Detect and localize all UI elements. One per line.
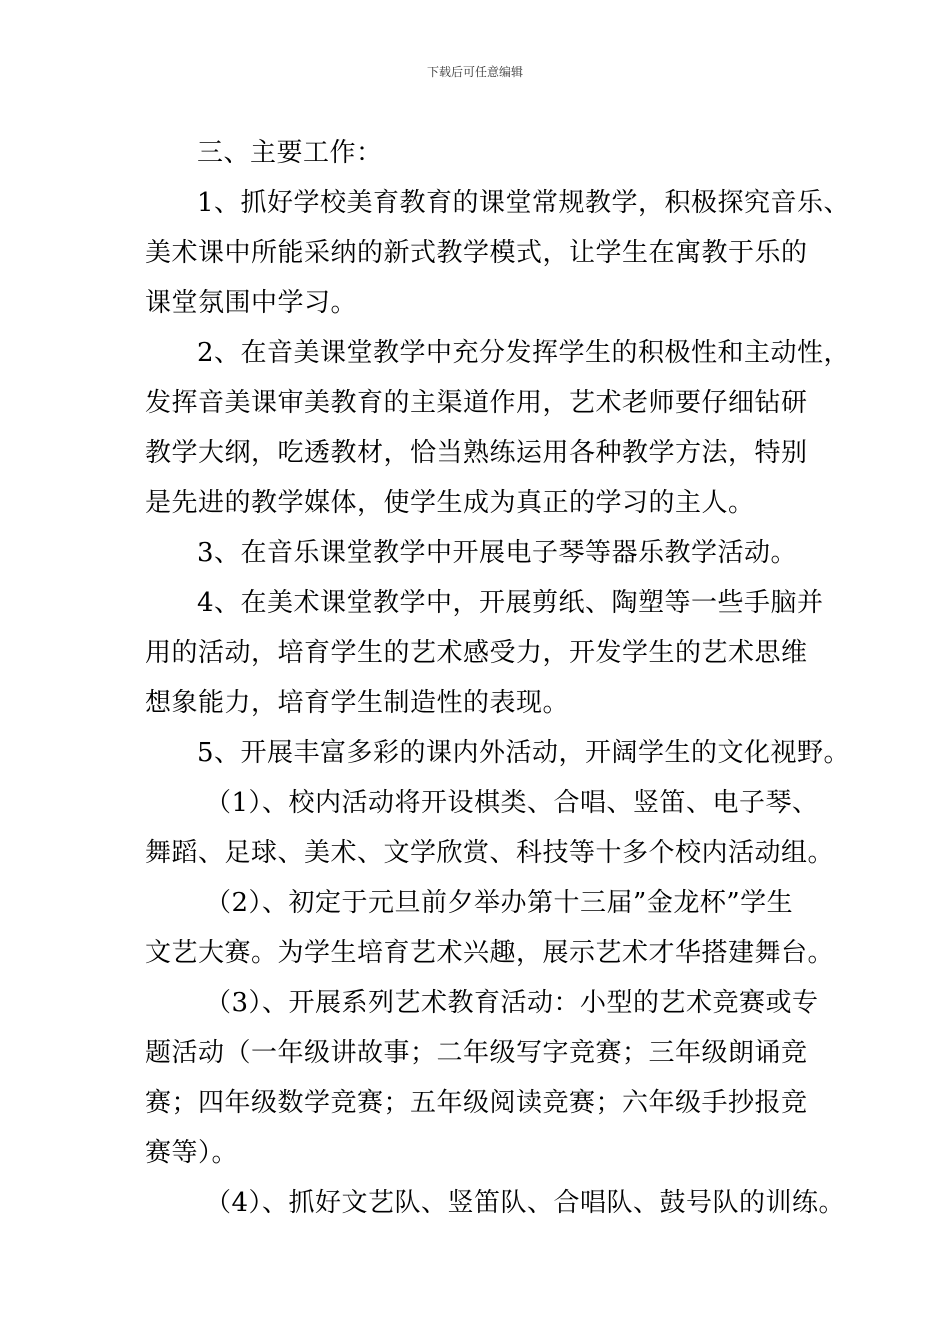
paragraph-line: 想象能力，培育学生制造性的表现。 [145, 688, 570, 718]
paragraph-line: 教学大纲，吃透教材，恰当熟练运用各种教学方法，特别 [145, 438, 808, 468]
paragraph-line: 2、在音美课堂教学中充分发挥学生的积极性和主动性， [197, 338, 851, 368]
paragraph-item-5 [145, 728, 851, 778]
paragraph-line: （3）、开展系列艺术教育活动：小型的艺术竞赛或专 [205, 988, 819, 1018]
paragraph-line: 赛；四年级数学竞赛；五年级阅读竞赛；六年级手抄报竞 [145, 1088, 808, 1118]
paragraph-sub-3 [145, 978, 835, 1178]
paragraph-sub-4 [145, 1178, 846, 1228]
paragraph-item-2 [145, 328, 851, 528]
paragraph-line: 课堂氛围中学习。 [145, 288, 358, 318]
section-heading [145, 128, 835, 178]
document-body [145, 128, 851, 1228]
paragraph-line: 5、开展丰富多彩的课内外活动，开阔学生的文化视野。 [197, 738, 851, 768]
paragraph-line: 用的活动，培育学生的艺术感受力，开发学生的艺术思维 [145, 638, 808, 668]
paragraph-line: 是先进的教学媒体，使学生成为真正的学习的主人。 [145, 488, 755, 518]
paragraph-line: （4）、抓好文艺队、竖笛队、合唱队、鼓号队的训练。 [205, 1188, 846, 1218]
paragraph-item-1 [145, 178, 851, 328]
paragraph-line: 发挥音美课审美教育的主渠道作用，艺术老师要仔细钻研 [145, 388, 808, 418]
paragraph-line: 赛等）。 [145, 1138, 239, 1168]
heading-line: 三、主要工作： [197, 138, 383, 168]
paragraph-line: 3、在音乐课堂教学中开展电子琴等器乐教学活动。 [197, 538, 798, 568]
paragraph-sub-2 [145, 878, 835, 978]
paragraph-line: 4、在美术课堂教学中，开展剪纸、陶塑等一些手脑并 [197, 588, 824, 618]
paragraph-line: 题活动（一年级讲故事；二年级写字竞赛；三年级朗诵竞 [145, 1038, 808, 1068]
page-header: 下载后可任意编辑 [426, 65, 523, 79]
paragraph-line: （1）、校内活动将开设棋类、合唱、竖笛、电子琴、 [205, 788, 819, 818]
paragraph-line: （2）、初定于元旦前夕举办第十三届”金龙杯”学生 [205, 888, 794, 918]
paragraph-item-3 [145, 528, 835, 578]
paragraph-item-4 [145, 578, 835, 728]
paragraph-line: 美术课中所能采纳的新式教学模式，让学生在寓教于乐的 [145, 238, 808, 268]
paragraph-line: 1、抓好学校美育教育的课堂常规教学，积极探究音乐、 [197, 188, 851, 218]
paragraph-line: 文艺大赛。为学生培育艺术兴趣，展示艺术才华搭建舞台。 [145, 938, 835, 968]
paragraph-line: 舞蹈、足球、美术、文学欣赏、科技等十多个校内活动组。 [145, 838, 835, 868]
paragraph-sub-1 [145, 778, 835, 878]
